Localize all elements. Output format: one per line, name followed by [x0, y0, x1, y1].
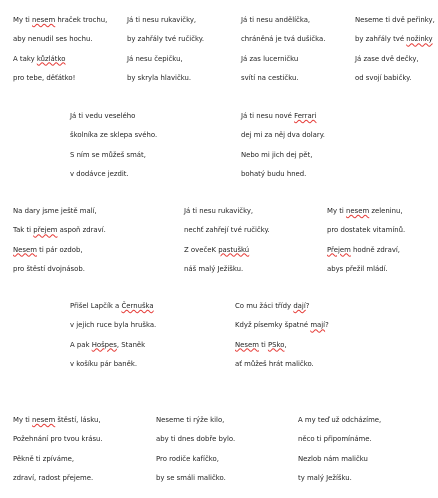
verse-line	[70, 322, 156, 341]
verse-line	[235, 342, 329, 361]
verse-text: Já zase dvě dečky,	[355, 54, 419, 63]
verse-text: ?	[305, 302, 310, 310]
verse-line	[13, 436, 103, 455]
verse-text: abys přežil mládí.	[327, 264, 388, 273]
spellcheck-word: kůzlátko	[36, 54, 66, 63]
verse-text: Já ti vedu veselého	[70, 112, 136, 120]
verse-text: v dodávce jezdit.	[70, 169, 129, 178]
verse-text: Když písemky špatné	[235, 321, 311, 330]
verse-text: A taky	[13, 54, 37, 63]
verse-text: Nezlob nám maličku	[298, 454, 368, 463]
verse-text: nechť zahřejí tvé ručičky.	[184, 226, 270, 235]
verse-text: svítí na cestičku.	[241, 73, 299, 82]
verse-line	[241, 152, 325, 171]
verse-text: Na dary jsme ještě malí,	[13, 207, 97, 215]
verse-12	[13, 417, 103, 494]
verse-text: S ním se můžeš smát,	[70, 150, 146, 159]
verse-14	[298, 417, 381, 494]
verse-line	[156, 436, 235, 455]
verse-text: aspoň zdraví.	[57, 226, 106, 235]
verse-2	[127, 17, 204, 94]
verse-line	[241, 132, 325, 151]
verse-text: My ti	[13, 416, 33, 424]
spellcheck-word: pastuškú	[218, 245, 250, 254]
verse-text: ,	[284, 340, 287, 349]
verse-line	[355, 75, 435, 94]
verse-text: Já nesu čepičku,	[127, 54, 183, 63]
spellcheck-word: Nesem	[235, 340, 259, 349]
verse-text: Nebo mi jich dej pět,	[241, 150, 313, 159]
verse-9	[327, 208, 405, 285]
verse-line	[241, 17, 325, 36]
verse-text: pro štěstí dvojnásob.	[13, 264, 85, 273]
verse-line	[13, 75, 107, 94]
verse-text: bohatý budu hned.	[241, 169, 307, 178]
verse-line	[70, 303, 156, 322]
verse-line	[13, 17, 107, 36]
verse-line	[70, 113, 157, 132]
verse-text: by skryla hlavičku.	[127, 73, 192, 82]
spellcheck-word: dají	[293, 302, 306, 310]
verse-line	[241, 75, 325, 94]
verse-text: zdraví, radost přejeme.	[13, 473, 94, 482]
verse-text: ?	[325, 321, 329, 330]
verse-text: Já ti nesu rukavičky,	[184, 207, 254, 215]
verse-text: aby ti dnes dobře bylo.	[156, 435, 236, 444]
verse-text: A pak	[70, 340, 92, 349]
verse-line	[13, 56, 107, 75]
verse-text: , Staněk	[116, 340, 146, 349]
verse-line	[70, 342, 156, 361]
verse-text: by zahřály tvé	[355, 35, 407, 44]
verse-text: dej mi za něj dva dolary.	[241, 131, 325, 140]
verse-11	[235, 303, 329, 380]
verse-text: chráněná je tvá dušička.	[241, 35, 326, 44]
verse-text: v jejich ruce byla hruška.	[70, 321, 157, 330]
verse-line	[156, 417, 235, 436]
verse-text: ty malý Ježíšku.	[298, 473, 352, 482]
verse-text: Z ovečeK	[184, 245, 219, 254]
verse-line	[13, 266, 106, 285]
spellcheck-word: nesem	[32, 16, 56, 24]
verse-text: v košíku pár baněk.	[70, 359, 138, 368]
verse-line	[70, 152, 157, 171]
verse-text: Přišel Lapčík a	[70, 302, 122, 310]
verse-line	[127, 36, 204, 55]
verse-line	[241, 56, 325, 75]
verse-line	[298, 456, 381, 475]
spellcheck-word: Hošpes	[91, 340, 117, 349]
verse-line	[184, 266, 270, 285]
verse-text: od svojí babičky.	[355, 73, 412, 82]
verse-line	[241, 171, 325, 190]
verse-line	[13, 208, 106, 227]
verse-line	[355, 36, 435, 55]
spellcheck-word: nesem	[32, 416, 56, 424]
verse-text: Já ti nesu andělíčka,	[241, 16, 311, 24]
verse-10	[70, 303, 156, 380]
verse-line	[70, 171, 157, 190]
verse-line	[235, 322, 329, 341]
verse-line	[235, 361, 329, 380]
verse-text: pro tebe, děťátko!	[13, 73, 76, 82]
verse-line	[184, 227, 270, 246]
verse-line	[127, 17, 204, 36]
verse-line	[298, 475, 381, 494]
verse-text: Neseme ti rýže kilo,	[156, 416, 225, 424]
verse-text: Já ti nesu nové	[241, 112, 295, 120]
verse-text: něco ti připomínáme.	[298, 435, 372, 444]
verse-line	[355, 56, 435, 75]
verse-line	[241, 113, 325, 132]
spellcheck-word: Černuška	[121, 302, 154, 310]
verse-text: ti pár ozdob,	[36, 245, 83, 254]
verse-line	[13, 36, 107, 55]
verse-line	[241, 36, 325, 55]
verse-line	[298, 417, 381, 436]
verse-line	[127, 75, 204, 94]
verse-text: pro dostatek vitamínů.	[327, 226, 406, 235]
verse-4	[355, 17, 435, 94]
verse-line	[13, 247, 106, 266]
verse-line	[13, 417, 103, 436]
verse-text: by se smáli maličko.	[156, 473, 226, 482]
verse-text: Požehnání pro tvou krásu.	[13, 435, 103, 444]
verse-5	[70, 113, 157, 190]
verse-line	[184, 247, 270, 266]
spellcheck-word: nesem	[346, 207, 370, 215]
verse-6	[241, 113, 325, 190]
verse-line	[327, 266, 405, 285]
verse-line	[70, 361, 156, 380]
verse-line	[355, 17, 435, 36]
verse-text: aby nenudil ses hochu.	[13, 35, 93, 44]
spellcheck-word: PSko	[267, 340, 285, 349]
verse-text: Tak ti	[13, 226, 34, 235]
verse-text: zeleninu,	[369, 207, 403, 215]
verse-3	[241, 17, 325, 94]
verse-line	[70, 132, 157, 151]
verse-line	[235, 303, 329, 322]
verse-text: Já zas lucerničku	[241, 54, 299, 63]
spellcheck-word: Nesem	[13, 245, 37, 254]
spellcheck-word: přejem	[33, 226, 58, 235]
spellcheck-word: nožinky	[406, 35, 433, 44]
verse-text: ti	[258, 340, 268, 349]
verse-line	[298, 436, 381, 455]
verse-line	[156, 475, 235, 494]
spellcheck-word: mají	[310, 321, 326, 330]
verse-line	[327, 247, 405, 266]
verse-text: ať můžeš hrát maličko.	[235, 359, 314, 368]
verse-line	[184, 208, 270, 227]
verse-line	[327, 208, 405, 227]
verse-line	[13, 227, 106, 246]
verse-text: hodně zdraví,	[350, 245, 401, 254]
verse-7	[13, 208, 106, 285]
verse-13	[156, 417, 235, 494]
spellcheck-word: Přejem	[327, 245, 351, 254]
verse-text: Pěkně ti zpíváme,	[13, 454, 75, 463]
verse-line	[156, 456, 235, 475]
verse-text: náš malý Ježíšku.	[184, 264, 244, 273]
verse-text: školníka ze sklepa svého.	[70, 131, 158, 140]
verse-text: Neseme ti dvě peřinky,	[355, 16, 435, 24]
verse-8	[184, 208, 270, 285]
verse-text: Co mu žáci třídy	[235, 302, 294, 310]
verse-text: Pro rodiče kafíčko,	[156, 454, 219, 463]
verse-text: hraček trochu,	[55, 16, 108, 24]
verse-text: My ti	[13, 16, 33, 24]
verse-text: by zahřály tvé ručičky.	[127, 35, 205, 44]
verse-1	[13, 17, 107, 94]
verse-text: Já ti nesu rukavičky,	[127, 16, 197, 24]
verse-line	[13, 475, 103, 494]
spellcheck-word: Ferrari	[294, 112, 317, 120]
verse-line	[13, 456, 103, 475]
verse-text: štěstí, lásku,	[55, 416, 101, 424]
verse-line	[127, 56, 204, 75]
verse-text: My ti	[327, 207, 347, 215]
verse-text: A my teď už odcházíme,	[298, 416, 382, 424]
verse-line	[327, 227, 405, 246]
